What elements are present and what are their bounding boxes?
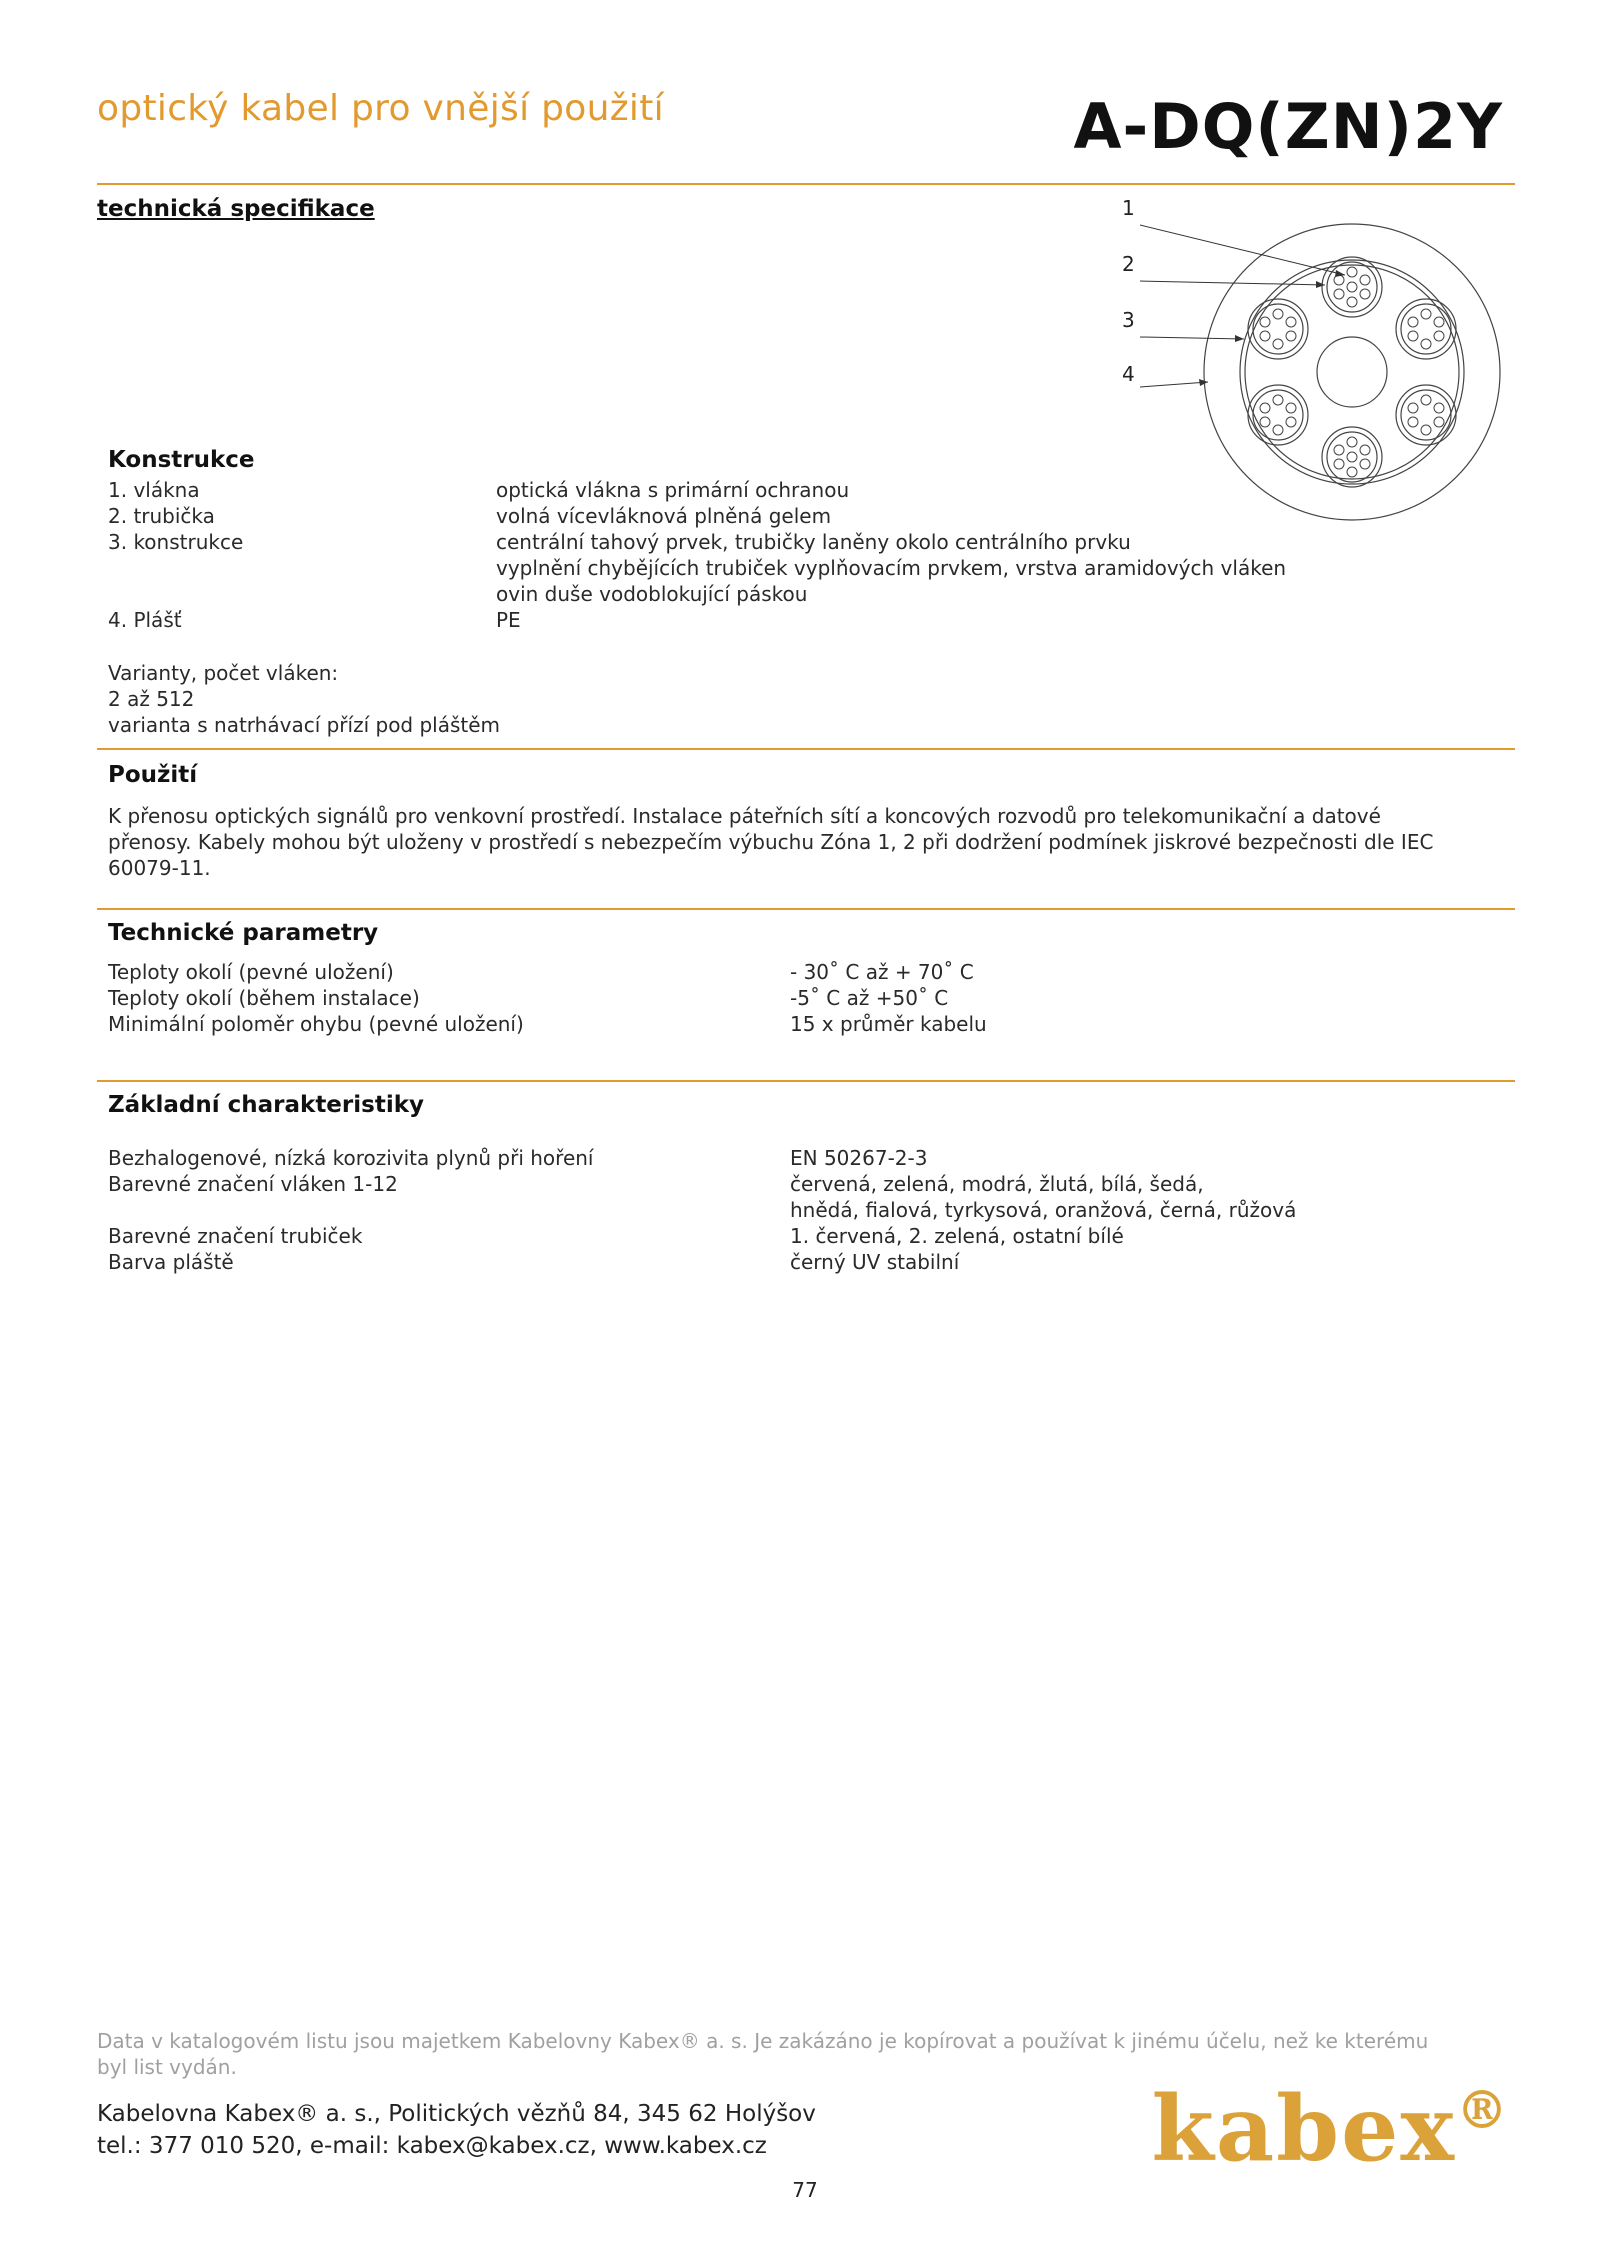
copyright-note	[97, 2028, 1527, 2080]
construction-value: vyplnění chybějících trubiček vyplňovacím prvkem, vrstva aramidových vláken	[496, 556, 1287, 580]
variants-heading: Varianty, počet vláken:	[108, 661, 339, 685]
technical-value: - 30˚ C až + 70˚ C	[790, 960, 974, 984]
section-divider	[97, 908, 1515, 910]
usage-line: přenosy. Kabely mohou být uloženy v prostředí s nebezpečím výbuchu Zóna 1, 2 při dodržení podmínek jiskrové bezpečnosti dle IEC	[108, 830, 1434, 854]
construction-row	[108, 607, 1508, 633]
construction-label: 2. trubička	[108, 504, 215, 528]
basic-row	[108, 1249, 1508, 1275]
technical-row	[108, 985, 1508, 1011]
product-code: A-DQ(ZN)2Y	[1073, 90, 1503, 163]
technical-label: Minimální poloměr ohybu (pevné uložení)	[108, 1012, 524, 1036]
construction-label: 3. konstrukce	[108, 530, 244, 554]
basic-value: černý UV stabilní	[790, 1250, 960, 1274]
construction-value: centrální tahový prvek, trubičky laněny okolo centrálního prvku	[496, 530, 1131, 554]
diagram-label-2: 2	[1122, 252, 1135, 276]
kabex-logo	[1151, 2076, 1510, 2182]
leader-line-4	[1140, 382, 1208, 387]
basic-row	[108, 1197, 1508, 1223]
basic-title: Základní charakteristiky	[108, 1092, 424, 1118]
basic-label: Bezhalogenové, nízká korozivita plynů při hoření	[108, 1146, 594, 1170]
basic-value: EN 50267-2-3	[790, 1146, 928, 1170]
construction-row	[108, 555, 1508, 581]
variants-range: 2 až 512	[108, 687, 195, 711]
leader-line-1	[1140, 225, 1345, 275]
company-contact	[97, 2098, 816, 2162]
copyright-note-line: byl list vydán.	[97, 2055, 237, 2079]
page-header-title: optický kabel pro vnější použití	[97, 88, 664, 129]
technical-label: Teploty okolí (během instalace)	[108, 986, 420, 1010]
technical-row	[108, 959, 1508, 985]
construction-value: volná vícevláknová plněná gelem	[496, 504, 832, 528]
section-divider	[97, 748, 1515, 750]
basic-value: hnědá, fialová, tyrkysová, oranžová, černá, růžová	[790, 1198, 1297, 1222]
basic-row	[108, 1171, 1508, 1197]
construction-value: PE	[496, 608, 521, 632]
company-address: Kabelovna Kabex® a. s., Politických vězňů 84, 345 62 Holýšov	[97, 2101, 816, 2127]
registered-mark: ®	[1456, 2080, 1510, 2141]
company-phone-email-web: tel.: 377 010 520, e-mail: kabex@kabex.cz, www.kabex.cz	[97, 2133, 767, 2159]
section-divider	[97, 1080, 1515, 1082]
logo-text: kabex	[1151, 2076, 1456, 2182]
construction-row	[108, 529, 1508, 555]
sheath-inner	[1240, 260, 1464, 484]
usage-title: Použití	[108, 762, 198, 788]
basic-label: Barevné značení vláken 1-12	[108, 1172, 398, 1196]
construction-value: ovin duše vodoblokující páskou	[496, 582, 808, 606]
sheath-outer	[1204, 224, 1500, 520]
technical-row	[108, 1011, 1508, 1037]
construction-value: optická vlákna s primární ochranou	[496, 478, 850, 502]
basic-label: Barevné značení trubiček	[108, 1224, 363, 1248]
construction-label: 1. vlákna	[108, 478, 200, 502]
leader-line-3	[1140, 337, 1244, 339]
cable-cross-section-diagram	[1120, 195, 1520, 525]
usage-line: 60079-11.	[108, 856, 211, 880]
usage-line: K přenosu optických signálů pro venkovní prostředí. Instalace páteřních sítí a koncových rozvodů pro telekomunikační a datové	[108, 804, 1381, 828]
central-strength-member	[1317, 337, 1387, 407]
header-divider	[97, 183, 1515, 185]
variants-block	[108, 660, 500, 738]
construction-row	[108, 581, 1508, 607]
diagram-label-4: 4	[1122, 362, 1135, 386]
technical-value: 15 x průměr kabelu	[790, 1012, 987, 1036]
copyright-note-line: Data v katalogovém listu jsou majetkem Kabelovny Kabex® a. s. Je zakázáno je kopírovat a používat k jinému účelu, než ke kterému	[97, 2029, 1429, 2053]
diagram-label-3: 3	[1122, 308, 1135, 332]
basic-value: 1. červená, 2. zelená, ostatní bílé	[790, 1224, 1124, 1248]
usage-text	[108, 803, 1518, 881]
technical-label: Teploty okolí (pevné uložení)	[108, 960, 394, 984]
diagram-label-1: 1	[1122, 196, 1135, 220]
basic-label: Barva pláště	[108, 1250, 234, 1274]
technical-title: Technické parametry	[108, 920, 379, 946]
construction-row	[108, 477, 1508, 503]
variants-note: varianta s natrhávací přízí pod pláštěm	[108, 713, 501, 737]
construction-title: Konstrukce	[108, 447, 255, 473]
basic-row	[108, 1145, 1508, 1171]
technical-value: -5˚ C až +50˚ C	[790, 986, 949, 1010]
spec-title: technická specifikace	[97, 196, 375, 222]
page-number: 77	[792, 2178, 818, 2202]
construction-label: 4. Plášť	[108, 608, 182, 632]
construction-row	[108, 503, 1508, 529]
basic-value: červená, zelená, modrá, žlutá, bílá, šedá,	[790, 1172, 1204, 1196]
basic-row	[108, 1223, 1508, 1249]
